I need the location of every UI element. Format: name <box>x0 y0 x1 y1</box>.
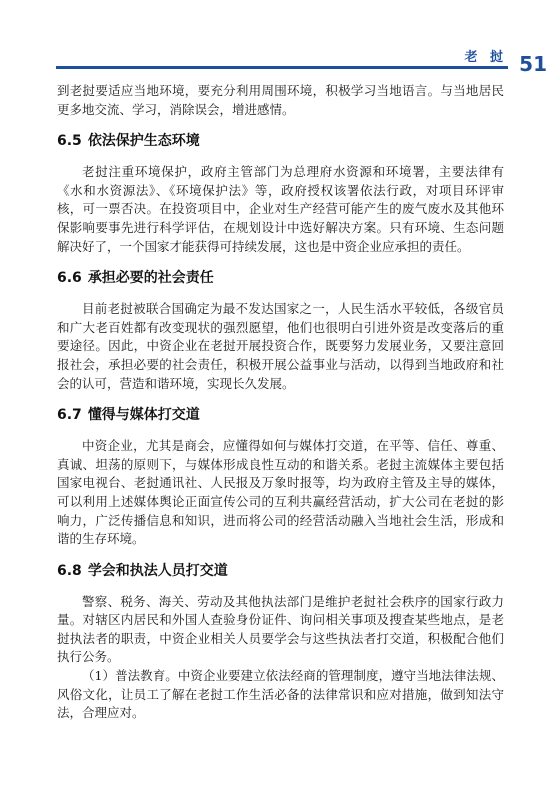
body-paragraph: （1）普法教育。中资企业要建立依法经商的管理制度，遵守当地法律法规、风俗文化，让员工了解在老挝工作生活必备的法律常识和应对措施，做到知法守法，合理应对。 <box>57 668 504 721</box>
body-paragraph: 老挝注重环境保护，政府主管部门为总理府水资源和环境署，主要法律有《水和水资源法》、《环境保护法》等，政府授权该署依法行政，对项目环评审核，可一票否决。在投资项目中，企业对生产经营可能产生的废气废水及其他环保影响要事先进行科学评估，在规划设计中选好解决方案。只有环境、生态问题解决好了，一个国家才能获得可持续发展，这也是中资企业应承担的责任。 <box>57 164 504 254</box>
body-paragraph: 警察、税务、海关、劳动及其他执法部门是维护老挝社会秩序的国家行政力量。对辖区内居民和外国人查验身份证件、询问相关事项及搜查某些地点，是老挝执法者的职责，中资企业相关人员要学会与这些执法者打交道，积极配合他们执行公务。 <box>57 593 504 665</box>
body-paragraph: 中资企业，尤其是商会，应懂得如何与媒体打交道，在平等、信任、尊重、真诚、坦荡的原则下，与媒体形成良性互动的和谐关系。老挝主流媒体主要包括国家电视台、老挝通讯社、人民报及万象时报等，均为政府主管及主导的媒体，可以利用上述媒体舆论正面宣传公司的互利共赢经营活动，扩大公司在老挝的影响力，广泛传播信息和知识，进而将公司的经营活动融入当地社会生活，形成和谐的生存环境。 <box>57 438 504 547</box>
section-6-6 <box>57 269 504 393</box>
section-6-5 <box>57 132 504 256</box>
section-number: 6.6 <box>57 270 82 287</box>
section-title: 懂得与媒体打交道 <box>87 407 200 424</box>
section-heading <box>57 406 504 424</box>
section-title: 学会和执法人员打交道 <box>87 562 228 579</box>
page-number: 51 <box>519 52 547 76</box>
body-paragraph: 目前老挝被联合国确定为最不发达国家之一，人民生活水平较低，各级官员和广大老百姓都有改变现状的强烈愿望，他们也很明白引进外资是改变落后的重要途径。因此，中资企业在老挝开展投资合作，既要努力发展业务，又要注意回报社会，承担必要的社会责任，积极开展公益事业与活动，以得到当地政府和社会的认可，营造和谐环境，实现长久发展。 <box>57 301 504 391</box>
section-number: 6.7 <box>57 407 82 424</box>
page-body <box>57 82 504 723</box>
section-6-8 <box>57 562 504 723</box>
section-heading <box>57 132 504 150</box>
section-heading <box>57 562 504 580</box>
section-heading <box>57 269 504 287</box>
intro-paragraph: 到老挝要适应当地环境，要充分利用周围环境，积极学习当地语言。与当地居民更多地交流、学习，消除误会，增进感情。 <box>57 83 504 117</box>
section-6-7 <box>57 406 504 549</box>
section-number: 6.8 <box>57 562 82 579</box>
running-header-label: 老 挝 <box>464 50 507 65</box>
section-number: 6.5 <box>57 133 82 150</box>
section-title: 依法保护生态环境 <box>87 133 200 150</box>
section-title: 承担必要的社会责任 <box>87 270 214 287</box>
header-rule <box>56 66 508 69</box>
